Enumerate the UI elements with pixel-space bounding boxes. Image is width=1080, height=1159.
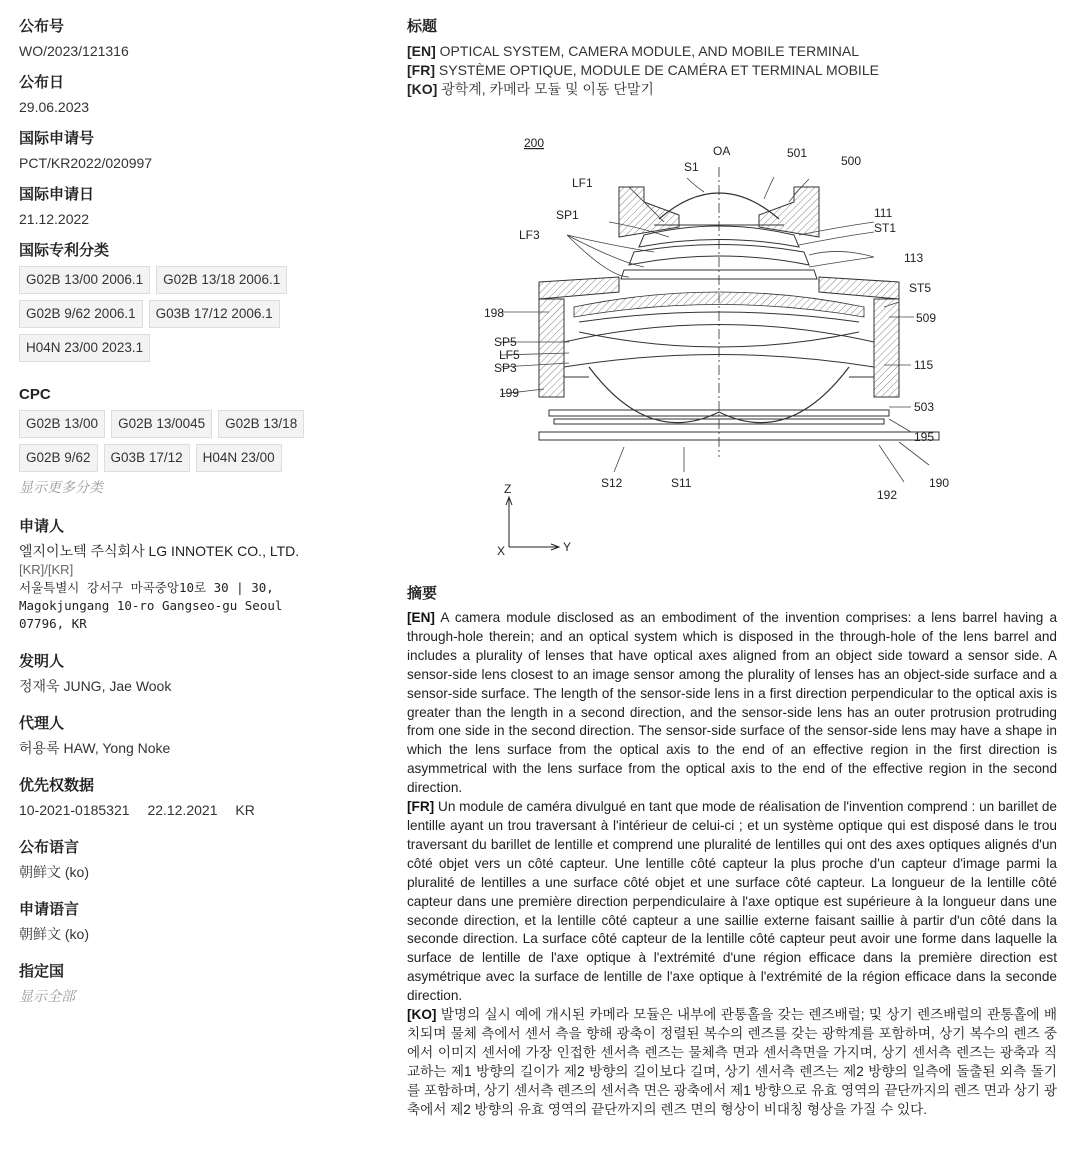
label-200: 200 <box>524 136 545 150</box>
applicant-name: 엘지이노텍 주식회사 LG INNOTEK CO., LTD. <box>19 543 300 559</box>
ipc-chip[interactable]: G02B 9/62 2006.1 <box>19 300 143 328</box>
label-y: Y <box>563 540 572 554</box>
priority-section <box>19 777 319 819</box>
label-z: Z <box>504 482 512 496</box>
title-label: 标题 <box>407 18 438 35</box>
applicant-country: [KR]/[KR] <box>19 562 74 577</box>
abstract-label: 摘要 <box>407 585 438 602</box>
publication-date-label: 公布日 <box>19 74 65 91</box>
show-more-classifications-link[interactable]: 显示更多分类 <box>19 479 103 495</box>
abstract-ko: [KO] 발명의 실시 예에 개시된 카메라 모듈은 내부에 관통홀을 갖는 렌즈배럴; 및 상기 렌즈배럴의 관통홀에 배치되며 물체 측에서 센서 측을 향해 광축이 정렬된 복수의 렌즈를 갖는 광학계를 포함하며, 상기 복수의 렌즈 중에서 이미지 센서에 가장 인접한 센서측 렌즈는 물체측 면과 센서측면을 가지며, 상기 센서측 렌즈는 광축과 직교하는 제1 방향의 길이가 제2 방향의 길이보다 길며, 상기 센서측 렌즈는 제2 방향의 일측에 돌출된 외측 돌기를 포함하며, 상기 센서측 렌즈의 센서측 면은 광축에서 제1 방향으로 유효 영역의 끝단까지의 렌즈 면과 상기 광축에서 제2 방향의 유효 영역의 끝단까지의 렌즈 면의 형상이 비대칭 형상을 가질 수 있다. <box>407 1007 1057 1117</box>
label-s12: S12 <box>601 476 623 490</box>
label-195: 195 <box>914 430 935 444</box>
label-500: 500 <box>841 154 862 168</box>
patent-drawing <box>479 127 979 557</box>
cpc-chip[interactable]: G02B 9/62 <box>19 444 98 472</box>
label-s11: S11 <box>671 476 692 490</box>
ipc-chip[interactable]: G02B 13/00 2006.1 <box>19 266 150 294</box>
label-192: 192 <box>877 488 898 502</box>
publication-language-section <box>19 839 319 881</box>
label-115: 115 <box>914 358 934 372</box>
label-113: 113 <box>904 251 924 265</box>
label-lf5: LF5 <box>499 348 520 362</box>
cpc-chip[interactable]: G03B 17/12 <box>104 444 190 472</box>
filing-language-section <box>19 901 319 943</box>
application-number-label: 国际申请号 <box>19 130 95 147</box>
label-x: X <box>497 544 506 557</box>
label-lf3: LF3 <box>519 228 540 242</box>
title-ko: [KO] 광학계, 카메라 모듈 및 이동 단말기 <box>407 81 654 97</box>
publication-number-label: 公布号 <box>19 18 65 35</box>
label-198: 198 <box>484 306 505 320</box>
publication-date-section <box>19 74 319 116</box>
cpc-chip[interactable]: G02B 13/00 <box>19 410 105 438</box>
label-sp3: SP3 <box>494 361 517 375</box>
label-st1: ST1 <box>874 221 897 235</box>
title-fr: [FR] SYSTÈME OPTIQUE, MODULE DE CAMÉRA ET TERMINAL MOBILE <box>407 62 879 78</box>
publication-number-section <box>19 18 319 60</box>
publication-language-label: 公布语言 <box>19 839 80 856</box>
publication-number-value: WO/2023/121316 <box>19 43 129 59</box>
filing-language-value: 朝鲜文 (ko) <box>19 926 89 942</box>
designated-states-section <box>19 963 319 1005</box>
label-sp1: SP1 <box>556 208 579 222</box>
label-509: 509 <box>916 311 937 325</box>
cpc-section <box>19 386 309 496</box>
application-number-value: PCT/KR2022/020997 <box>19 155 153 171</box>
agent-section <box>19 715 319 757</box>
filing-date-section <box>19 186 319 228</box>
cpc-label: CPC <box>19 386 51 403</box>
applicant-label: 申请人 <box>19 518 65 535</box>
filing-language-label: 申请语言 <box>19 901 80 918</box>
inventor-label: 发明人 <box>19 653 65 670</box>
abstract-en: [EN] A camera module disclosed as an embodiment of the invention comprises: a lens barrel having a through-hole therein; and an optical system which is disposed in the through-hole of the lens barrel and includes a plurality of lenses that have optical axes aligned from an object side toward a sensor side. A sensor-side lens closest to an image sensor among the plurality of lenses has an object-side surface and a sensor-side surface. The length of the sensor-side lens in a first direction perpendicular to the optical axis is greater than the length in a second direction, and the sensor-side lens has an outer protrusion protruding from one side in the second direction. The sensor-side surface of the sensor-side lens may have a shape in which the lens surface from the optical axis to the end of an effective region in the first direction is asymmetrical with the lens surface from the optical axis to the end of the effective region in the second direction. <box>407 610 1057 796</box>
designated-states-label: 指定国 <box>19 963 65 980</box>
ipc-section <box>19 242 294 362</box>
label-190: 190 <box>929 476 950 490</box>
bibliographic-panel <box>19 18 319 1019</box>
label-503: 503 <box>914 400 935 414</box>
priority-row <box>19 801 319 819</box>
application-number-section <box>19 130 319 172</box>
label-st5: ST5 <box>909 281 932 295</box>
priority-label: 优先权数据 <box>19 777 95 794</box>
publication-date-value: 29.06.2023 <box>19 99 90 115</box>
cpc-chip[interactable]: G02B 13/18 <box>218 410 304 438</box>
label-111: 111 <box>874 206 893 220</box>
publication-language-value: 朝鲜文 (ko) <box>19 864 89 880</box>
inventor-section <box>19 653 319 695</box>
label-sp5: SP5 <box>494 335 517 349</box>
label-s1: S1 <box>684 160 699 174</box>
inventor-value: 정재욱 JUNG, Jae Wook <box>19 678 172 694</box>
label-501: 501 <box>787 146 808 160</box>
title-abstract-panel <box>407 18 1057 1119</box>
agent-label: 代理人 <box>19 715 65 732</box>
priority-number: 10-2021-0185321 <box>19 802 130 818</box>
title-en: [EN] OPTICAL SYSTEM, CAMERA MODULE, AND MOBILE TERMINAL <box>407 43 859 59</box>
ipc-chip[interactable]: G02B 13/18 2006.1 <box>156 266 287 294</box>
filing-date-value: 21.12.2022 <box>19 211 90 227</box>
ipc-chip[interactable]: G03B 17/12 2006.1 <box>149 300 280 328</box>
priority-date: 22.12.2021 <box>147 802 218 818</box>
abstract-fr: [FR] Un module de caméra divulgué en tant que mode de réalisation de l'invention comprend : un barillet de lentille ayant un trou traversant à l'intérieur de celui-ci ; et un système optique qui est disposé dans le trou traversant du barillet de lentille et comprend une pluralité de lentilles qui ont des axes optiques alignés d'un côté objet vers un côté capteur. Une lentille côté capteur la plus proche d'un capteur d'image parmi la pluralité de lentilles a une surface côté objet et une surface côté capteur. La longueur de la lentille côté capteur dans une première direction perpendiculaire à l'axe optique est supérieure à la longueur dans une seconde direction, et la lentille côté capteur a une saillie externe faisant saillie à partir d'un côté dans la seconde direction. La surface côté capteur de la lentille côté capteur peut avoir une forme dans laquelle la surface de lentille de l'axe optique à l'extrémité d'une région efficace dans la première direction est asymétrique avec la surface de lentille de l'axe optique à l'extrémité de la région efficace dans la seconde direction. <box>407 799 1057 1004</box>
label-199: 199 <box>499 386 520 400</box>
priority-country: KR <box>235 802 255 818</box>
agent-value: 허용록 HAW, Yong Noke <box>19 740 171 756</box>
label-lf1: LF1 <box>572 176 593 190</box>
filing-date-label: 国际申请日 <box>19 186 95 203</box>
cpc-chip[interactable]: H04N 23/00 <box>196 444 282 472</box>
applicant-section <box>19 518 319 633</box>
cpc-chip[interactable]: G02B 13/0045 <box>111 410 212 438</box>
label-oa: OA <box>713 144 731 158</box>
ipc-label: 国际专利分类 <box>19 242 110 259</box>
ipc-chip[interactable]: H04N 23/00 2023.1 <box>19 334 150 362</box>
show-all-link[interactable]: 显示全部 <box>19 988 75 1004</box>
applicant-address: 서울특별시 강서구 마곡중앙10로 30 | 30, Magokjungang 10-ro Gangseo-gu Seoul 07796, KR <box>19 580 283 631</box>
